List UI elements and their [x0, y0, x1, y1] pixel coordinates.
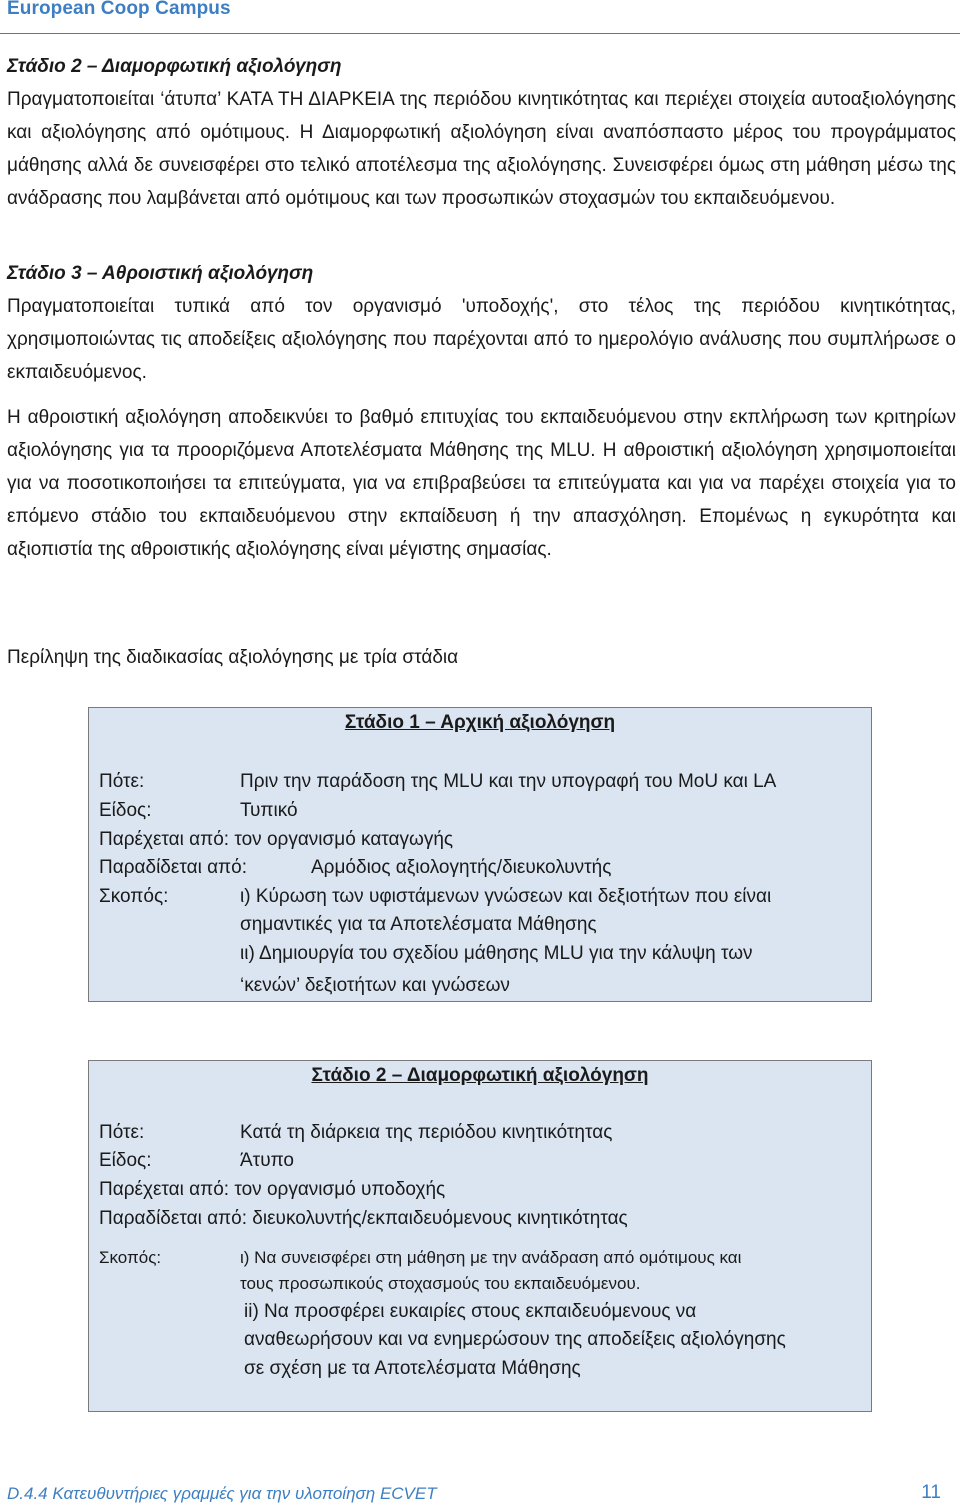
stage2-when-label: Πότε: — [99, 1122, 145, 1143]
stage1-type-label: Είδος: — [99, 800, 152, 821]
stage2-when-value: Κατά τη διάρκεια της περιόδου κινητικότητας — [240, 1122, 613, 1143]
stage2-purpose-2a: ii) Να προσφέρει ευκαιρίες στους εκπαιδευόμενους να — [244, 1301, 697, 1322]
stage1-purpose-2a: ιι) Δημιουργία του σχεδίου μάθησης MLU για την κάλυψη των — [240, 943, 753, 964]
stage1-purpose-1b: σημαντικές για τα Αποτελέσματα Μάθησης — [240, 914, 597, 935]
stage2-body: Πραγματοποιείται ‘άτυπα’ ΚΑΤΑ ΤΗ ΔΙΑΡΚΕΙΑ της περιόδου κινητικότητας και περιέχει στοιχεία αυτοαξιολόγησης και αξιολόγησης από ομότιμους. Η Διαμορφωτική αξιολόγηση είναι αναπόσπαστο μέρος του προγράμματος μάθησης αλλά δε συνεισφέρει στο τελικό αποτέλεσμα της αξιολόγησης. Συνεισφέρει όμως στη μάθηση μέσω της ανάδρασης που λαμβάνεται από ομότιμους και των προσωπικών στοχασμών του εκπαιδευόμενου. — [7, 89, 956, 209]
stage3-section — [7, 257, 956, 389]
stage1-delivered-label: Παραδίδεται από: — [99, 857, 248, 878]
stage2-heading: Στάδιο 2 – Διαμορφωτική αξιολόγηση — [7, 56, 342, 77]
stage1-box-title: Στάδιο 1 – Αρχική αξιολόγηση — [344, 712, 616, 733]
footer-doc-title: D.4.4 Κατευθυντήριες γραμμές για την υλοποίηση ECVET — [7, 1484, 437, 1503]
stage1-delivered-value: Αρμόδιος αξιολογητής/διευκολυντής — [311, 857, 612, 878]
stage2-delivered-by: Παραδίδεται από: διευκολυντής/εκπαιδευόμενους κινητικότητας — [99, 1208, 628, 1229]
stage1-provided-by: Παρέχεται από: τον οργανισμό καταγωγής — [99, 829, 454, 850]
stage3-body-2: Η αθροιστική αξιολόγηση αποδεικνύει το βαθμό επιτυχίας του εκπαιδευόμενου στην εκπλήρωση των κριτηρίων αξιολόγησης για τα προοριζόμενα Αποτελέσματα Μάθησης της MLU. Η αθροιστική αξιολόγηση χρησιμοποιείται για να ποσοτικοποιήσει τα επιτεύγματα, για να επιβραβεύσει τα επιτεύγματα και για να παρέχει στοιχεία για το επόμενο στάδιο του εκπαιδευόμενου στην εκπαίδευση ή την απασχόληση. Επομένως η εγκυρότητα και αξιοπιστία της αθροιστικής αξιολόγησης είναι μέγιστης σημασίας. — [7, 407, 956, 560]
stage3-section-2 — [7, 401, 956, 566]
stage2-type-label: Είδος: — [99, 1150, 152, 1171]
stage2-purpose-2b: αναθεωρήσουν και να ενημερώσουν της αποδείξεις αξιολόγησης — [244, 1329, 786, 1350]
stage2-purpose-label: Σκοπός: — [99, 1248, 162, 1267]
stage2-purpose-2c: σε σχέση με τα Αποτελέσματα Μάθησης — [244, 1358, 581, 1379]
stage2-type-value: Άτυπο — [240, 1150, 294, 1171]
summary-title: Περίληψη της διαδικασίας αξιολόγησης με τρία στάδια — [7, 647, 459, 668]
stage3-body: Πραγματοποιείται τυπικά από τον οργανισμό 'υποδοχής', στο τέλος της περιόδου κινητικότητας, χρησιμοποιώντας τις αποδείξεις αξιολόγησης που παρέχονται από το ημερολόγιο ανάλυσης που συμπλήρωσε ο εκπαιδευόμενος. — [7, 296, 956, 383]
stage1-purpose-2b: ‘κενών’ δεξιοτήτων και γνώσεων — [240, 975, 510, 996]
stage2-section — [7, 50, 956, 215]
stage1-when-label: Πότε: — [99, 771, 145, 792]
stage2-provided-by: Παρέχεται από: τον οργανισμό υποδοχής — [99, 1179, 446, 1200]
header-divider — [0, 33, 960, 34]
stage1-purpose-label: Σκοπός: — [99, 886, 169, 907]
header-brand: European Coop Campus — [7, 0, 231, 19]
stage2-box — [88, 1060, 872, 1412]
stage2-box-title: Στάδιο 2 – Διαμορφωτική αξιολόγηση — [311, 1065, 649, 1086]
stage2-purpose-1b: τους προσωπικούς στοχασμούς του εκπαιδευόμενου. — [240, 1274, 641, 1293]
stage1-type-value: Τυπικό — [240, 800, 298, 821]
stage3-heading: Στάδιο 3 – Αθροιστική αξιολόγηση — [7, 263, 314, 284]
footer-page-number: 11 — [921, 1482, 941, 1503]
stage1-purpose-1a: ι) Κύρωση των υφιστάμενων γνώσεων και δεξιοτήτων που είναι — [240, 886, 772, 907]
stage1-box — [88, 707, 872, 1002]
stage2-purpose-1a: ι) Να συνεισφέρει στη μάθηση με την ανάδραση από ομότιμους και — [240, 1248, 742, 1267]
stage1-when-value: Πριν την παράδοση της MLU και την υπογραφή του MoU και LA — [240, 771, 777, 792]
